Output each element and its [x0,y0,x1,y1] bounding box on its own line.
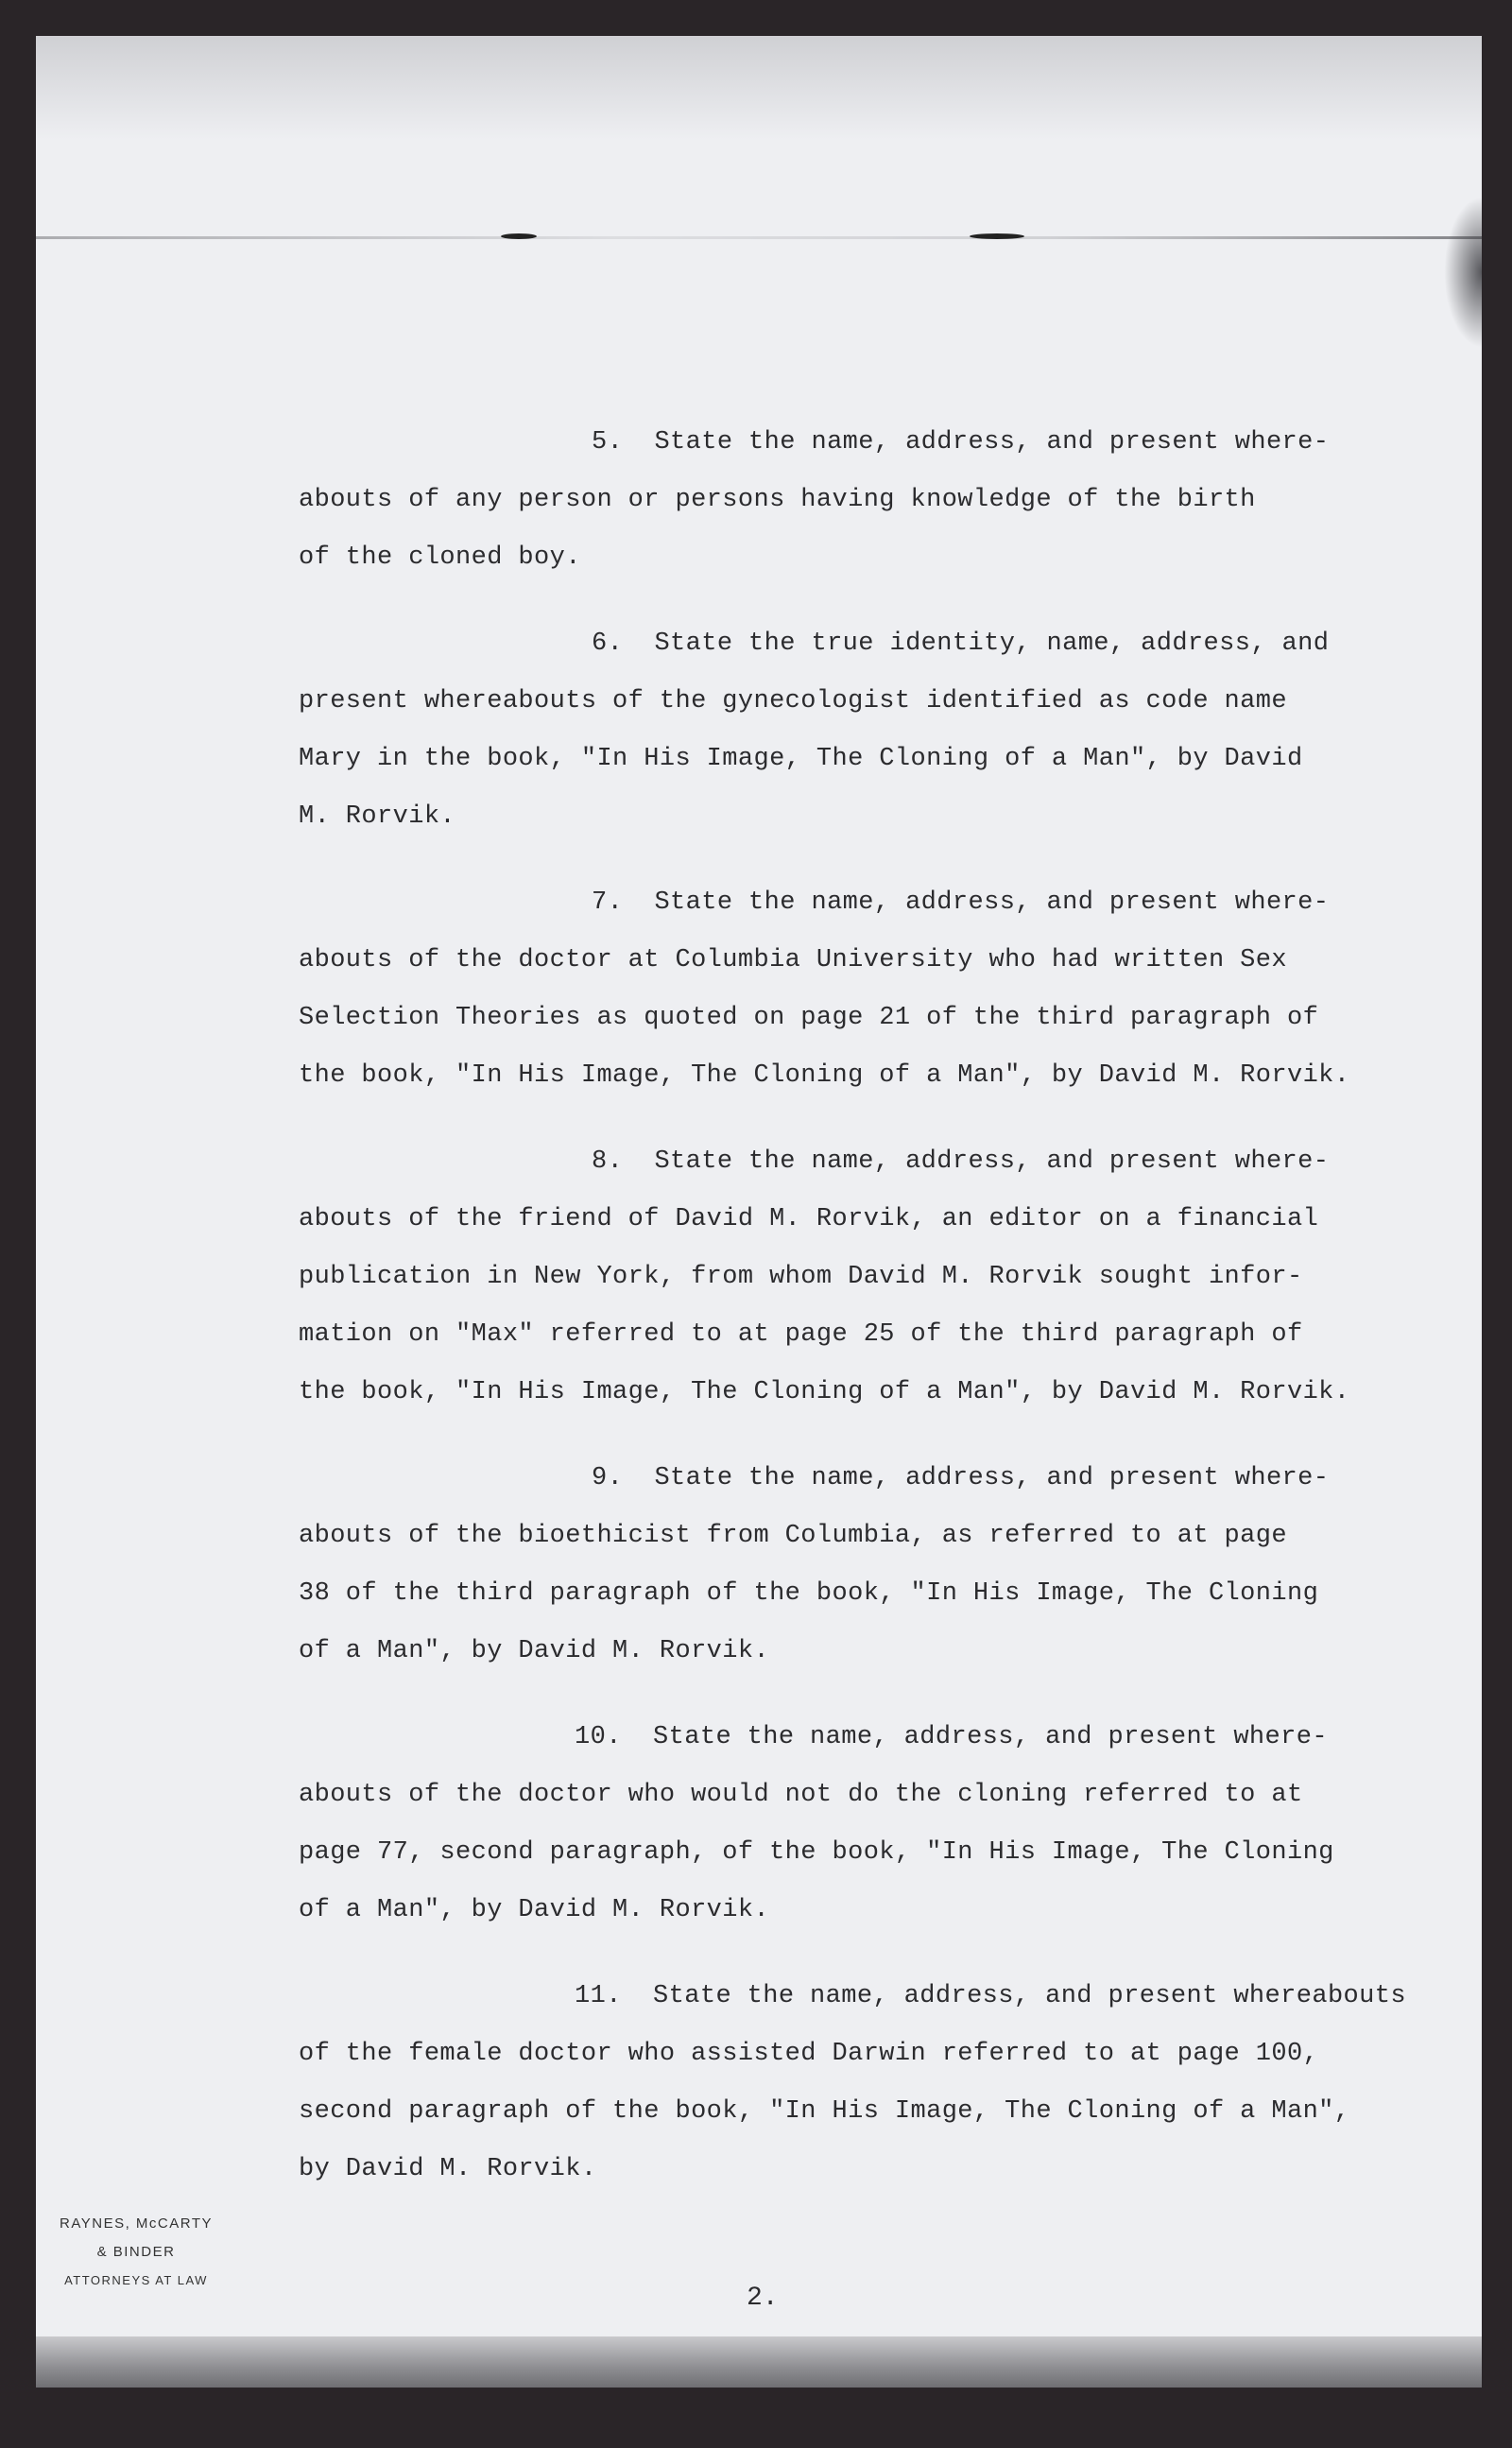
line-text: abouts of any person or persons having knowledge of the birth [299,486,1256,514]
line-text: State the name, address, and present where- [653,1723,1328,1751]
text-line [299,2141,1482,2198]
text-line [299,1565,1482,1623]
paragraph [299,1133,1482,1422]
text-line [299,788,1482,846]
line-text: mation on "Max" referred to at page 25 of the third paragraph of [299,1320,1303,1349]
text-line [299,1623,1482,1681]
paragraph [299,1709,1482,1939]
line-text: abouts of the bioethicist from Columbia, as referred to at page [299,1522,1287,1550]
line-text: Mary in the book, "In His Image, The Cloning of a Man", by David [299,745,1303,773]
paragraph [299,615,1482,846]
text-line [299,472,1482,529]
line-text: page 77, second paragraph, of the book, "In His Image, The Cloning [299,1838,1334,1867]
text-line [299,990,1482,1047]
line-text: second paragraph of the book, "In His Image, The Cloning of a Man", [299,2097,1350,2126]
line-text: Selection Theories as quoted on page 21 of the third paragraph of [299,1004,1319,1032]
line-text: the book, "In His Image, The Cloning of a Man", by David M. Rorvik. [299,1061,1350,1090]
scan-shadow-bottom [36,2336,1482,2388]
paragraph [299,1450,1482,1681]
document-page [36,36,1482,2388]
text-line [299,615,1482,673]
line-text: State the name, address, and present where- [654,1464,1330,1492]
text-line [299,1968,1482,2026]
text-line [299,673,1482,731]
line-text: by David M. Rorvik. [299,2155,597,2183]
text-line [299,1882,1482,1939]
letterhead [36,2210,236,2295]
line-text: the book, "In His Image, The Cloning of a Man", by David M. Rorvik. [299,1378,1350,1406]
paragraph [299,414,1482,587]
line-text: abouts of the friend of David M. Rorvik, an editor on a financial [299,1205,1319,1233]
paragraph-number: 10. [575,1723,622,1751]
paragraph-number: 9. [592,1464,624,1492]
line-text: of a Man", by David M. Rorvik. [299,1896,770,1924]
line-text: M. Rorvik. [299,802,456,831]
text-line [299,731,1482,788]
line-text: State the name, address, and present where- [654,1147,1330,1176]
staple-mark-left [501,233,537,239]
line-text: State the name, address, and present where- [654,428,1330,457]
text-line [299,1306,1482,1364]
line-text: publication in New York, from whom David M. Rorvik sought infor- [299,1263,1303,1291]
paragraph-number: 8. [592,1147,624,1176]
text-line [299,874,1482,932]
text-line [299,1709,1482,1767]
letterhead-subtitle: ATTORNEYS AT LAW [64,2273,208,2287]
text-line [299,1047,1482,1105]
line-text: abouts of the doctor who would not do the cloning referred to at [299,1781,1303,1809]
text-line [299,1824,1482,1882]
text-line [299,1133,1482,1191]
text-line [299,414,1482,472]
paragraph [299,874,1482,1105]
line-text: of the cloned boy. [299,543,581,572]
text-line [299,1508,1482,1565]
text-line [299,2083,1482,2141]
text-line [299,1191,1482,1249]
interrogatory-text [299,414,1482,2227]
line-text: of the female doctor who assisted Darwin referred to at page 100, [299,2040,1319,2068]
page-number: 2. [747,2284,779,2313]
scan-shadow-top [36,36,1482,140]
line-text: State the name, address, and present where- [654,888,1330,917]
paragraph [299,1968,1482,2198]
letterhead-firm-name: RAYNES, McCARTY [60,2215,213,2232]
paragraph-number: 5. [592,428,624,457]
line-text: of a Man", by David M. Rorvik. [299,1637,770,1665]
letterhead-firm-partner: & BINDER [96,2244,176,2260]
line-text: present whereabouts of the gynecologist identified as code name [299,687,1287,715]
text-line [299,1767,1482,1824]
text-line [299,1450,1482,1508]
line-text: State the true identity, name, address, and [654,629,1330,658]
line-text: State the name, address, and present whereabouts [653,1982,1406,2010]
line-text: abouts of the doctor at Columbia University who had written Sex [299,946,1287,974]
staple-mark-right [970,233,1024,239]
paragraph-number: 7. [592,888,624,917]
text-line [299,932,1482,990]
fold-line [36,236,1482,239]
text-line [299,529,1482,587]
paragraph-number: 11. [575,1982,622,2010]
text-line [299,1249,1482,1306]
text-line [299,1364,1482,1422]
line-text: 38 of the third paragraph of the book, "In His Image, The Cloning [299,1579,1319,1608]
text-line [299,2026,1482,2083]
scan-shadow-corner [1444,197,1482,348]
paragraph-number: 6. [592,629,624,658]
